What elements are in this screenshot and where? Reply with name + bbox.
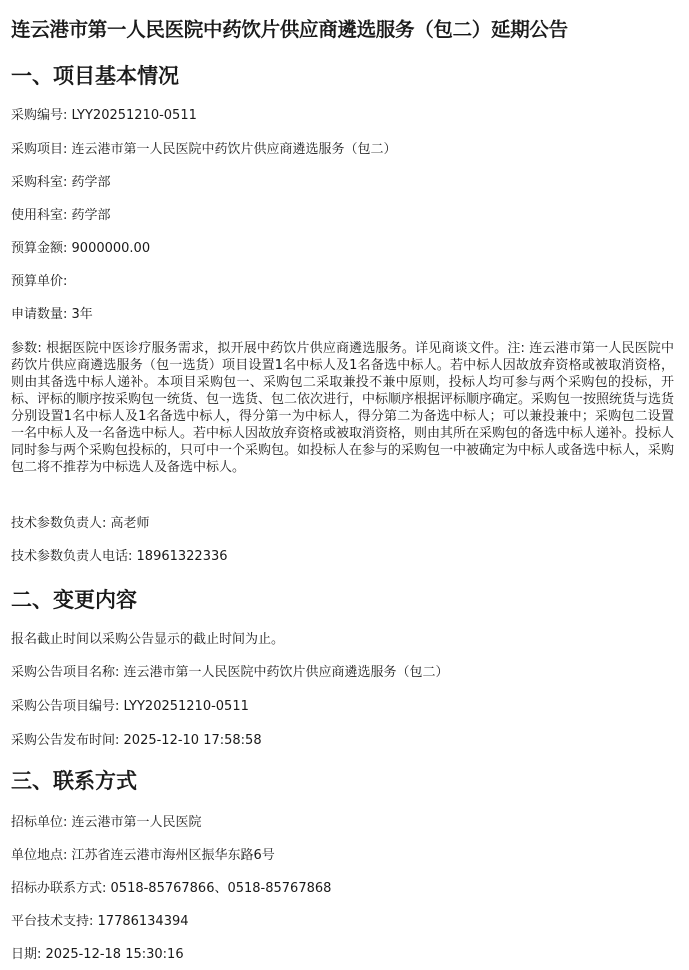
field-procurement-project	[11, 140, 397, 160]
field-label: 平台技术支持:	[11, 914, 94, 929]
field-label: 使用科室:	[11, 208, 68, 223]
field-value: 0518-85767866、0518-85767868	[110, 881, 332, 896]
field-value: 连云港市第一人民医院中药饮片供应商遴选服务（包二）	[71, 142, 397, 157]
field-procurement-department	[11, 173, 111, 193]
field-label: 采购科室:	[11, 175, 68, 190]
field-date	[11, 945, 184, 965]
field-value: 2025-12-18 15:30:16	[45, 947, 184, 962]
field-value: 9000000.00	[71, 241, 151, 256]
change-notice: 报名截止时间以采购公告显示的截止时间为止。	[11, 632, 285, 647]
field-label: 单位地点:	[11, 848, 68, 863]
field-tech-contact	[11, 514, 150, 534]
field-notice-publish-time	[11, 731, 262, 751]
field-label: 参数:	[11, 341, 42, 356]
field-label: 预算金额:	[11, 241, 68, 256]
field-value: 药学部	[71, 208, 111, 223]
field-label: 采购编号:	[11, 108, 68, 123]
field-label: 招标单位:	[11, 815, 68, 830]
field-value: 江苏省连云港市海州区振华东路6号	[71, 848, 275, 863]
field-label: 技术参数负责人电话:	[11, 549, 133, 564]
field-value: 连云港市第一人民医院	[71, 815, 202, 830]
field-label: 采购公告项目编号:	[11, 699, 120, 714]
field-tender-unit	[11, 813, 202, 833]
field-label: 预算单价:	[11, 274, 68, 289]
field-label: 技术参数负责人:	[11, 516, 107, 531]
field-value: 连云港市第一人民医院中药饮片供应商遴选服务（包二）	[123, 665, 449, 680]
field-notice-project-name	[11, 663, 449, 683]
field-value: 17786134394	[97, 914, 189, 929]
field-using-department	[11, 206, 111, 226]
field-procurement-number	[11, 106, 197, 126]
section-heading-contact: 三、联系方式	[11, 769, 137, 793]
page-title: 连云港市第一人民医院中药饮片供应商遴选服务（包二）延期公告	[11, 18, 568, 41]
field-value: LYY20251210-0511	[71, 108, 197, 123]
field-label: 采购项目:	[11, 142, 68, 157]
field-label: 日期:	[11, 947, 42, 962]
field-value: 3年	[71, 307, 93, 322]
section-heading-project-info: 一、项目基本情况	[11, 64, 179, 88]
field-unit-address	[11, 846, 275, 866]
field-label: 采购公告发布时间:	[11, 733, 120, 748]
field-parameters	[11, 340, 674, 476]
field-budget-amount	[11, 239, 150, 259]
field-value: 高老师	[110, 516, 150, 531]
field-tech-phone	[11, 547, 228, 567]
field-value: LYY20251210-0511	[123, 699, 249, 714]
field-budget-unit-price	[11, 272, 67, 292]
field-label: 招标办联系方式:	[11, 881, 107, 896]
field-value: 根据医院中医诊疗服务需求，拟开展中药饮片供应商遴选服务。详见商谈文件。注: 连云港市第一人民医院中药饮片供应商遴选服务（包一选货）项目设置1名中标人及1名备选中标人。若中标人因故放弃资格或被取消资格，则由其备选中标人递补。本项目采购包一、采购包二采取兼投不兼中原则，投标人均可参与两个采购包的投标，开标、评标的顺序按采购包一统货、包一选货、包二依次进行，中标顺序根据评标顺序确定。采购包一按照统货与选货分别设置1名中标人及1名备选中标人，得分第一为中标人，得分第二为备选中标人；可以兼投兼中；采购包二设置一名中标人及一名备选中标人。若中标人因故放弃资格或被取消资格，则由其所在采购包的备选中标人递补。投标人同时参与两个采购包投标的，只可中一个采购包。如投标人在参与的采购包一中被确定为中标人或备选中标人，采购包二将不推荐为中标选人及备选中标人。	[11, 341, 675, 475]
section-heading-changes: 二、变更内容	[11, 588, 137, 612]
field-notice-project-number	[11, 697, 249, 717]
field-label: 申请数量:	[11, 307, 68, 322]
field-value: 18961322336	[136, 549, 228, 564]
field-value: 药学部	[71, 175, 111, 190]
field-tender-office-contact	[11, 879, 331, 899]
field-platform-support	[11, 912, 189, 932]
field-value: 2025-12-10 17:58:58	[123, 733, 262, 748]
field-quantity	[11, 305, 93, 325]
field-label: 采购公告项目名称:	[11, 665, 120, 680]
